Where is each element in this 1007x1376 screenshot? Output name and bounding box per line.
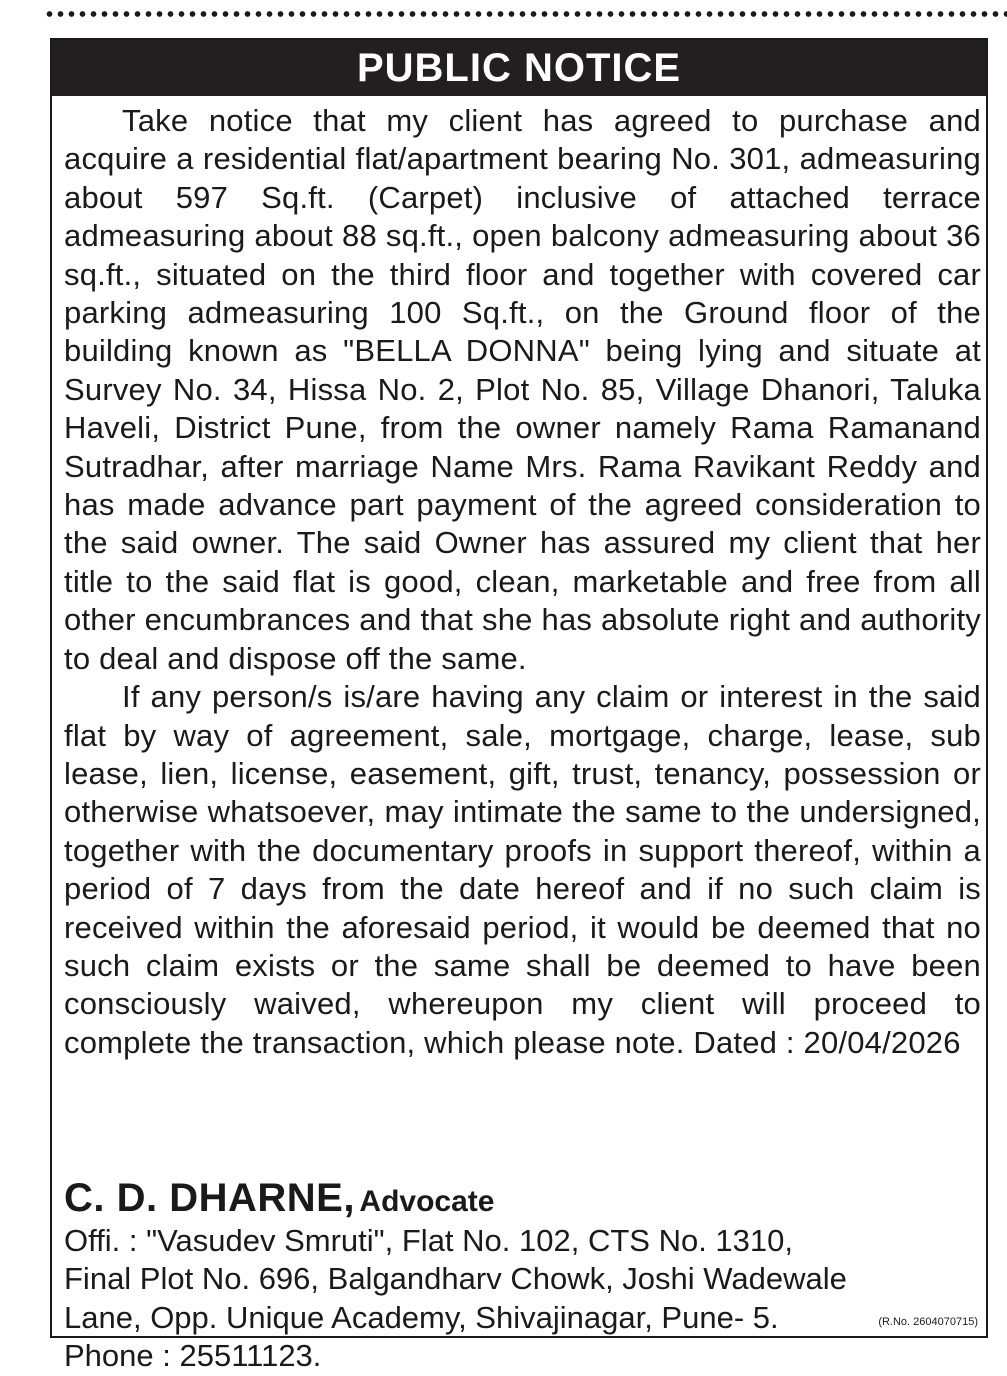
- address-line-1: Offi. : "Vasudev Smruti", Flat No. 102, CTS No. 1310,: [64, 1223, 793, 1258]
- public-notice-box: [50, 38, 988, 1374]
- phone-line: Phone : 25511123.: [64, 1338, 322, 1374]
- signatory-line: [64, 1174, 981, 1222]
- address-line-3: Lane, Opp. Unique Academy, Shivajinagar, Pune- 5.: [64, 1299, 779, 1335]
- notice-heading: PUBLIC NOTICE: [52, 40, 986, 96]
- signatory-name: C. D. DHARNE,: [64, 1176, 355, 1220]
- notice-body: [64, 102, 981, 1062]
- signatory-block: [64, 1174, 981, 1376]
- notice-paragraph-1: Take notice that my client has agreed to purchase and acquire a residential flat/apartment bearing No. 301, admeasuring about 597 Sq.ft. (Carpet) inclusive of attached terrace admeasuring about 88 sq.ft., open balcony admeasuring about 36 sq.ft., situated on the third floor and together with covered car parking admeasuring 100 Sq.ft., on the Ground floor of the building known as "BELLA DONNA" being lying and situate at Survey No. 34, Hissa No. 2, Plot No. 85, Village Dhanori, Taluka Haveli, District Pune, from the owner namely Rama Ramanand Sutradhar, after marriage Name Mrs. Rama Ravikant Reddy and has made advance part payment of the agreed consideration to the said owner. The said Owner has assured my client that her title to the said flat is good, clean, marketable and free from all other encumbrances and that she has absolute right and authority to deal and dispose off the same.: [64, 103, 981, 676]
- notice-paragraph-2: If any person/s is/are having any claim or interest in the said flat by way of agreement, sale, mortgage, charge, lease, sub lease, lien, license, easement, gift, trust, tenancy, possession or otherwise whatsoever, may intimate the same to the undersigned, together with the documentary proofs in support thereof, within a period of 7 days from the date hereof and if no such claim is received within the aforesaid period, it would be deemed that no such claim exists or the same shall be deemed to have been consciously waived, whereupon my client will proceed to complete the transaction, which please note. Dated : 20/04/2026: [64, 679, 981, 1060]
- signatory-title: Advocate: [359, 1185, 495, 1218]
- reference-number: (R.No. 2604070715): [878, 1316, 978, 1328]
- address-line-2: Final Plot No. 696, Balgandharv Chowk, Joshi Wadewale: [64, 1261, 847, 1297]
- dotted-separator: [44, 10, 1007, 18]
